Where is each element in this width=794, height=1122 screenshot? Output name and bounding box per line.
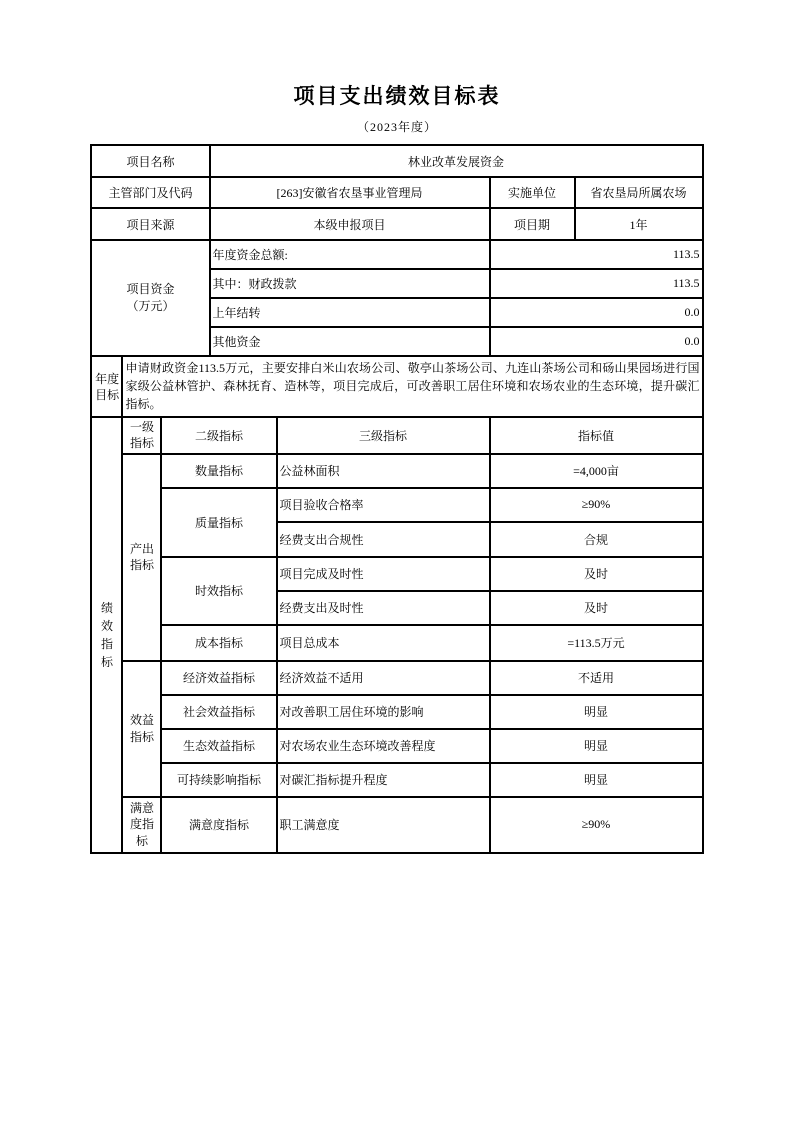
- indicator-value: ≥90%: [490, 797, 703, 853]
- indicator-value: 合规: [490, 522, 703, 557]
- table-row: [91, 177, 702, 208]
- table-row: [91, 695, 702, 729]
- funds-fiscal-value: 113.5: [490, 269, 703, 298]
- indicator-value: 明显: [490, 695, 703, 729]
- level3-indicator: 对农场农业生态环境改善程度: [277, 729, 490, 763]
- table-row: [91, 417, 702, 453]
- level1-benefit-cell: [122, 661, 161, 797]
- source-label: 项目来源: [91, 208, 209, 240]
- table-row: [91, 625, 702, 661]
- level2-economic: 经济效益指标: [161, 661, 276, 695]
- funds-carryover-label: 上年结转: [210, 298, 490, 327]
- funds-fiscal-label: 其中：财政拨款: [210, 269, 490, 298]
- table-row: [91, 661, 702, 695]
- header-level3: 三级指标: [277, 417, 490, 453]
- annual-goal-label: 年度目标: [95, 371, 120, 402]
- table-row: [91, 488, 702, 522]
- level3-indicator: 对碳汇指标提升程度: [277, 763, 490, 797]
- header-value: 指标值: [490, 417, 703, 453]
- table-row: [91, 145, 702, 177]
- indicator-value: 及时: [490, 591, 703, 625]
- level3-indicator: 经济效益不适用: [277, 661, 490, 695]
- page-subtitle: （2023年度）: [356, 120, 437, 135]
- level3-indicator: 项目完成及时性: [277, 557, 490, 591]
- level2-social: 社会效益指标: [161, 695, 276, 729]
- level2-timeliness: 时效指标: [161, 557, 276, 625]
- level2-sustainability: 可持续影响指标: [161, 763, 276, 797]
- funds-carryover-value: 0.0: [490, 298, 703, 327]
- level3-indicator: 公益林面积: [277, 454, 490, 488]
- funds-group-label-cell: [91, 240, 209, 356]
- indicator-value: =4,000亩: [490, 454, 703, 488]
- table-row: [91, 208, 702, 240]
- indicator-value: 明显: [490, 729, 703, 763]
- header-level2: 二级指标: [161, 417, 276, 453]
- level2-ecological: 生态效益指标: [161, 729, 276, 763]
- level3-indicator: 经费支出合规性: [277, 522, 490, 557]
- table-row: [91, 763, 702, 797]
- level3-indicator: 项目总成本: [277, 625, 490, 661]
- impl-unit-label: 实施单位: [490, 177, 575, 208]
- dept-value: [263]安徽省农垦事业管理局: [210, 177, 490, 208]
- project-name-label: 项目名称: [91, 145, 209, 177]
- level3-indicator: 职工满意度: [277, 797, 490, 853]
- level2-quality: 质量指标: [161, 488, 276, 557]
- table-row: [91, 240, 702, 269]
- indicator-value: ≥90%: [490, 488, 703, 522]
- table-row: [91, 454, 702, 488]
- table-row: [91, 729, 702, 763]
- funds-total-label: 年度资金总额:: [210, 240, 490, 269]
- funds-group-label: 项目资金（万元）: [126, 281, 175, 314]
- level2-quantity: 数量指标: [161, 454, 276, 488]
- level1-output-label: 产出指标: [129, 541, 154, 573]
- level1-output-cell: [122, 454, 161, 661]
- table-row: [91, 797, 702, 853]
- source-value: 本级申报项目: [210, 208, 490, 240]
- level2-satisfaction: 满意度指标: [161, 797, 276, 853]
- table-row: [91, 356, 702, 417]
- dept-label: 主管部门及代码: [91, 177, 209, 208]
- indicators-side-label: 绩效指标: [100, 600, 113, 669]
- indicator-value: 不适用: [490, 661, 703, 695]
- level2-cost: 成本指标: [161, 625, 276, 661]
- funds-other-label: 其他资金: [210, 327, 490, 356]
- annual-goal-label-cell: [91, 356, 122, 417]
- table-row: [91, 557, 702, 591]
- level3-indicator: 经费支出及时性: [277, 591, 490, 625]
- header-level1-text: 一级指标: [129, 420, 154, 451]
- annual-goal-text: 申请财政资金113.5万元，主要安排白米山农场公司、敬亭山茶场公司、九连山茶场公司和砀山果园场进行国家级公益林管护、森林抚育、造林等，项目完成后，可改善职工居住环境和农场农业的生态环境，提升碳汇指标。: [122, 356, 702, 417]
- period-value: 1年: [575, 208, 703, 240]
- indicator-value: 及时: [490, 557, 703, 591]
- level3-indicator: 对改善职工居住环境的影响: [277, 695, 490, 729]
- project-name-value: 林业改革发展资金: [210, 145, 703, 177]
- funds-other-value: 0.0: [490, 327, 703, 356]
- indicator-value: =113.5万元: [490, 625, 703, 661]
- header-level1: [122, 417, 161, 453]
- indicators-side-label-cell: [91, 417, 122, 852]
- level1-satisfaction-cell: [122, 797, 161, 853]
- level1-satisfaction-label: 满意度指标: [129, 801, 154, 848]
- page-title: 项目支出绩效目标表: [293, 84, 501, 108]
- performance-target-table: [90, 144, 703, 853]
- impl-unit-value: 省农垦局所属农场: [575, 177, 703, 208]
- funds-total-value: 113.5: [490, 240, 703, 269]
- indicator-value: 明显: [490, 763, 703, 797]
- level1-benefit-label: 效益指标: [129, 713, 154, 744]
- level3-indicator: 项目验收合格率: [277, 488, 490, 522]
- period-label: 项目期: [490, 208, 575, 240]
